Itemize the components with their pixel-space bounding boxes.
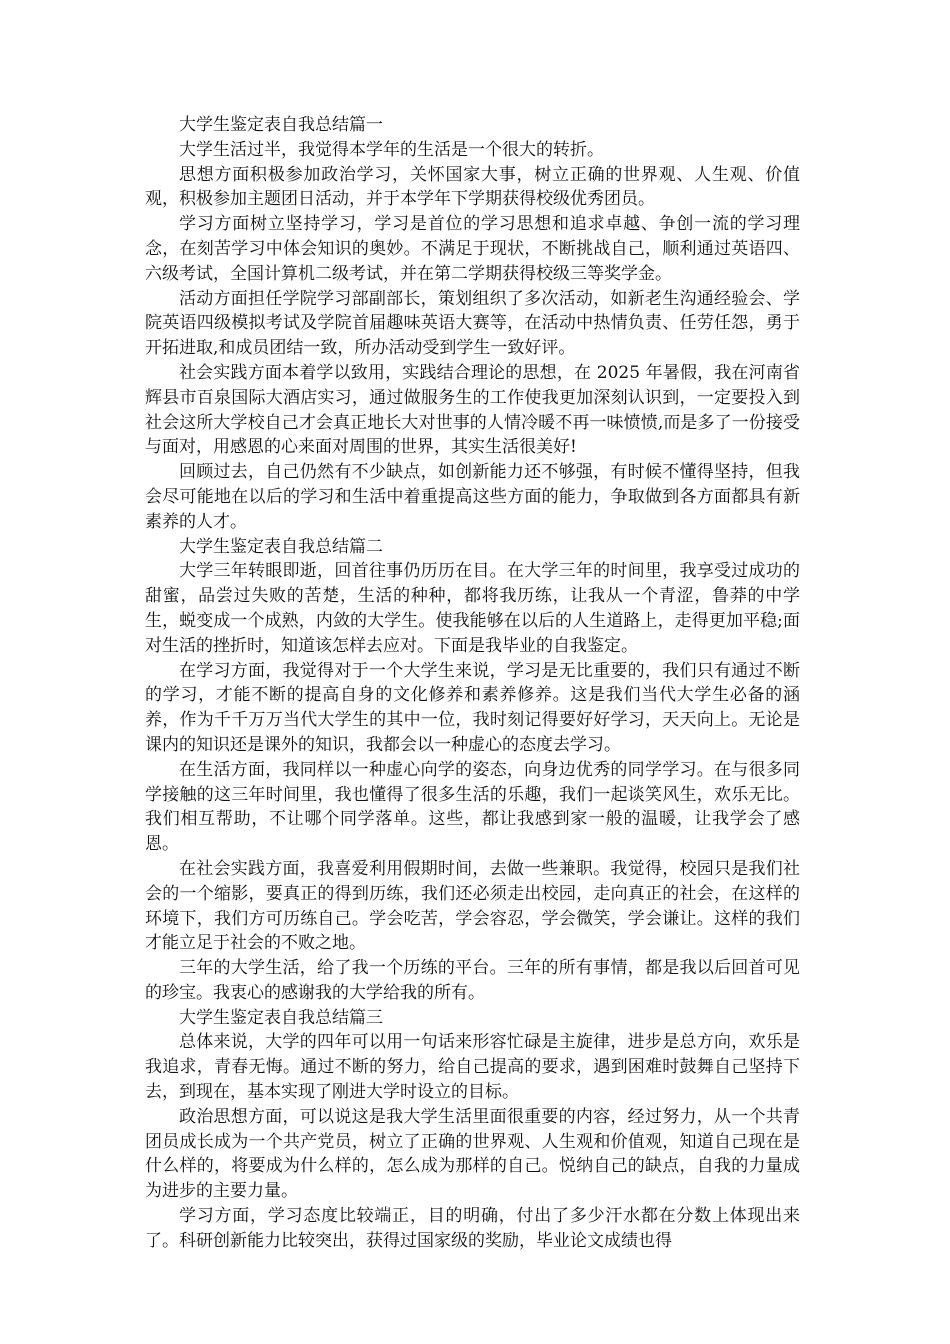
paragraph: 在社会实践方面，我喜爱利用假期时间，去做一些兼职。我觉得，校园只是我们社会的一个缩影，要真正的得到历练，我们还必须走出校园，走向真正的社会，在这样的环境下，我们方可历练自己。学会吃苦，学会容忍，学会微笑，学会谦让。这样的我们才能立足于社会的不败之地。 xyxy=(145,858,800,954)
paragraph: 大学生活过半，我觉得本学年的生活是一个很大的转折。 xyxy=(179,139,604,160)
section-heading-3: 大学生鉴定表自我总结篇三 xyxy=(179,1007,383,1028)
paragraph: 在生活方面，我同样以一种虚心向学的姿态，向身边优秀的同学学习。在与很多同学接触的这三年时间里，我也懂得了很多生活的乐趣，我们一起谈笑风生，欢乐无比。我们相互帮助，不让哪个同学落单。这些，都让我感到家一般的温暖，让我学会了感恩。 xyxy=(145,759,800,855)
section-heading-1: 大学生鉴定表自我总结篇一 xyxy=(179,115,383,135)
paragraph: 学习方面树立坚持学习，学习是首位的学习思想和追求卓越、争创一流的学习理念，在刻苦学习中体会知识的奥妙。不满足于现状，不断挑战自己，顺利通过英语四、六级考试，全国计算机二级考试，并在第二学期获得校级三等奖学金。 xyxy=(145,214,800,284)
section-heading-2: 大学生鉴定表自我总结篇二 xyxy=(179,536,383,557)
paragraph: 三年的大学生活，给了我一个历练的平台。三年的所有事情，都是我以后回首可见的珍宝。我衷心的感谢我的大学给我的所有。 xyxy=(145,958,800,1003)
paragraph: 思想方面积极参加政治学习，关怀国家大事，树立正确的世界观、人生观、价值观，积极参加主题团日活动，并于本学年下学期获得校级优秀团员。 xyxy=(145,164,800,210)
paragraph: 活动方面担任学院学习部副部长，策划组织了多次活动，如新老生沟通经验会、学院英语四级模拟考试及学院首届趣味英语大赛等，在活动中热情负责、任劳任怨，勇于开拓进取,和成员团结一致，所办活动受到学生一致好评。 xyxy=(145,288,800,359)
paragraph: 学习方面，学习态度比较端正，目的明确，付出了多少汗水都在分数上体现出来了。科研创新能力比较突出，获得过国家级的奖励，毕业论文成绩也得 xyxy=(145,1206,800,1251)
paragraph: 在学习方面，我觉得对于一个大学生来说，学习是无比重要的，我们只有通过不断的学习，才能不断的提高自身的文化修养和素养修养。这是我们当代大学生必备的涵养，作为千千万万当代大学生的其中一位，我时刻记得要好好学习，天天向上。无论是课内的知识还是课外的知识，我都会以一种虚心的态度去学习。 xyxy=(145,660,800,755)
paragraph: 政治思想方面，可以说这是我大学生活里面很重要的内容，经过努力，从一个共青团员成长成为一个共产党员，树立了正确的世界观、人生观和价值观，知道自己现在是什么样的，将要成为什么样的，怎么成为那样的自己。悦纳自己的缺点，自我的力量成为进步的主要力量。 xyxy=(145,1106,800,1202)
paragraph: 总体来说，大学的四年可以用一句话来形容忙碌是主旋律，进步是总方向，欢乐是我追求，青春无悔。通过不断的努力，给自己提高的要求，遇到困难时鼓舞自己坚持下去，到现在，基本实现了刚进大学时设立的目标。 xyxy=(145,1032,800,1103)
document-page xyxy=(145,113,800,1254)
paragraph: 社会实践方面本着学以致用，实践结合理论的思想，在 2025 年暑假，我在河南省辉县市百泉国际大酒店实习，通过做服务生的工作使我更加深刻认识到，一定要投入到社会这所大学校自己才会真正地长大对世事的人情冷暖不再一味愤愤,而是多了一份接受与面对，用感恩的心来面对周围的世界，其实生活很美好! xyxy=(145,362,800,458)
paragraph: 回顾过去，自己仍然有不少缺点，如创新能力还不够强，有时候不懂得坚持，但我会尽可能地在以后的学习和生活中着重提高这些方面的能力，争取做到各方面都具有新素养的人才。 xyxy=(145,462,800,532)
paragraph: 大学三年转眼即逝，回首往事仍历历在目。在大学三年的时间里，我享受过成功的甜蜜，品尝过失败的苦楚，生活的种种，都将我历练，让我从一个青涩，鲁莽的中学生，蜕变成一个成熟，内敛的大学生。使我能够在以后的人生道路上，走得更加平稳;面对生活的挫折时，知道该怎样去应对。下面是我毕业的自我鉴定。 xyxy=(145,561,800,656)
